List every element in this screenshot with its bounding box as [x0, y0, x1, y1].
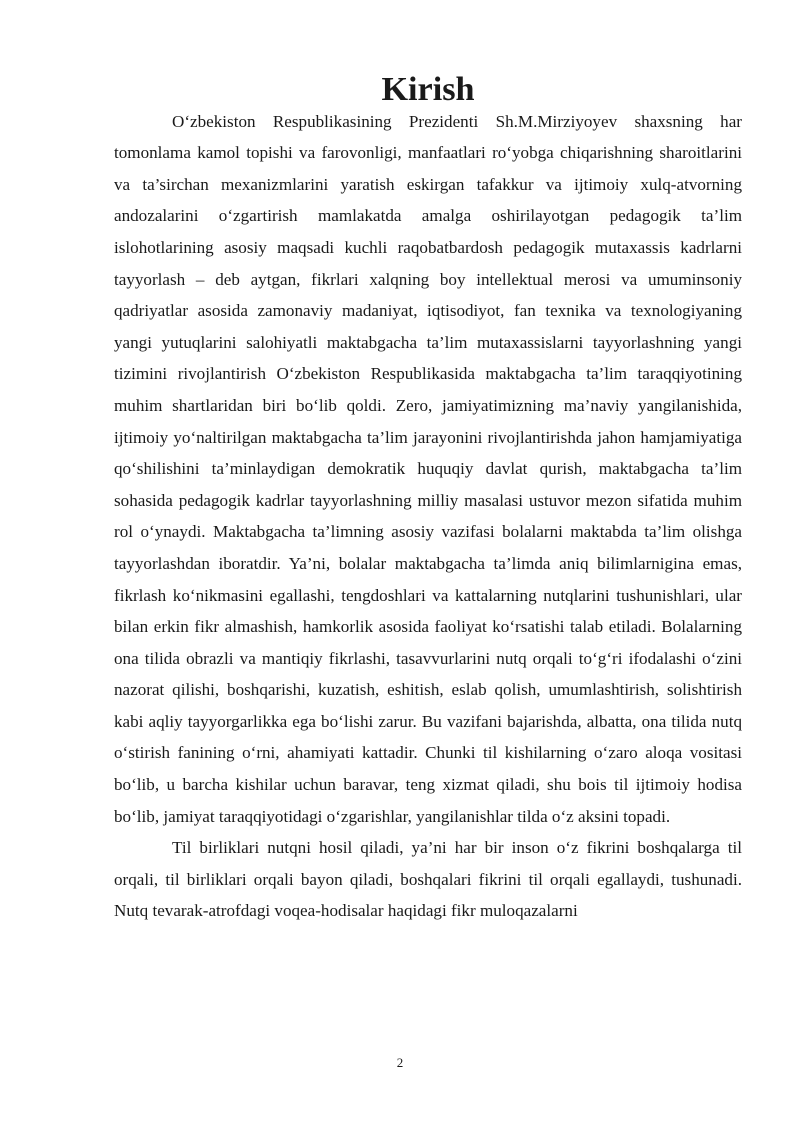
paragraph-intro: O‘zbekiston Respublikasining Prezidenti Sh.M.Mirziyoyev shaxsning har tomonlama kamol topishi va farovonligi, manfaatlari ro‘yobga chiqarishning sharoitlarini va ta’sirchan mexanizmlarini yaratish eskirgan tafakkur va ijtimoiy xulq-atvorning andozalarini o‘zgartirish mamlakatda amalga oshirilayotgan pedagogik ta’lim islohotlarining asosiy maqsadi kuchli raqobatbardosh pedagogik mutaxassis kadrlarni tayyorlash – deb aytgan, fikrlari xalqning boy intellektual merosi va umuminsoniy qadriyatlar asosida zamonaviy madaniyat, iqtisodiyot, fan texnika va texnologiyaning yangi yutuqlarini salohiyatli maktabgacha ta’lim mutaxassislarni tayyorlashning yangi tizimini rivojlantirish O‘zbekiston Respublikasida maktabgacha ta’lim taraqqiyotining muhim shartlaridan biri bo‘lib qoldi. Zero, jamiyatimizning ma’naviy yangilanishida, ijtimoiy yo‘naltirilgan maktabgacha ta’lim jarayonini rivojlantirishda jahon hamjamiyatiga qo‘shilishini ta’minlaydigan demokratik huquqiy davlat qurish, maktabgacha ta’lim sohasida pedagogik kadrlar tayyorlashning milliy masalasi ustuvor mezon sifatida muhim rol o‘ynaydi. Maktabgacha ta’limning asosiy vazifasi bolalarni maktabda ta’lim olishga tayyorlashdan iboratdir. Ya’ni, bolalar maktabgacha ta’limda aniq bilimlarnigina emas, fikrlash ko‘nikmasini egallashi, tengdoshlari va kattalarning nutqlarini tushunishlari, ular bilan erkin fikr almashish, hamkorlik asosida faoliyat ko‘rsatishi talab etiladi. Bolalarning ona tilida obrazli va mantiqiy fikrlashi, tasavvurlarini nutq orqali to‘g‘ri ifodalashi o‘zini nazorat qilishi, boshqarishi, kuzatish, eshitish, eslab qolish, umumlashtirish, solishtirish kabi aqliy tayyorgarlikka ega bo‘lishi zarur. Bu vazifani bajarishda, albatta, ona tilida nutq o‘stirish fanining o‘rni, ahamiyati kattadir. Chunki til kishilarning o‘zaro aloqa vositasi bo‘lib, u barcha kishilar uchun baravar, teng xizmat qiladi, shu bois til ijtimoiy hodisa bo‘lib, jamiyat taraqqiyotidagi o‘zgarishlar, yangilanishlar tilda o‘z aksini topadi.: [114, 111, 742, 826]
page-number: 2: [396, 1055, 404, 1070]
section-title: Kirish: [381, 71, 475, 108]
document-body: [114, 71, 742, 927]
paragraph-language-units: Til birliklari nutqni hosil qiladi, ya’ni har bir inson o‘z fikrini boshqalarga til orqali, til birliklari orqali bayon qiladi, boshqalari fikrini til orqali egallaydi, tushunadi. Nutq tevarak-atrofdagi voqea-hodisalar haqidagi fikr muloqazalarni: [114, 838, 742, 921]
